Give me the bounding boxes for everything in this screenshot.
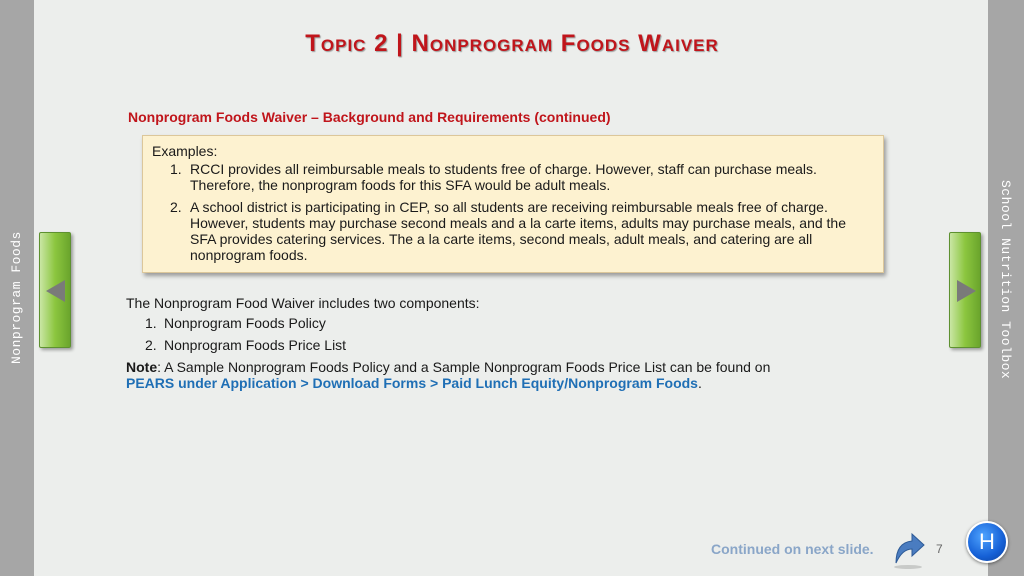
list-item <box>126 337 906 353</box>
list-number: 1. <box>145 315 157 331</box>
continued-label: Continued on next slide. <box>711 541 874 557</box>
component-text: Nonprogram Foods Price List <box>164 337 347 353</box>
triangle-left-icon <box>45 279 67 303</box>
previous-slide-button[interactable] <box>39 232 71 348</box>
example-text: RCCI provides all reimbursable meals to students free of charge. However, staff can purchase meals. Therefore, the nonprogram foods for this SFA would be adult meals. <box>190 161 817 193</box>
list-item <box>152 161 871 193</box>
page-number: 7 <box>936 542 943 556</box>
note-paragraph <box>126 359 906 391</box>
next-slide-button[interactable] <box>949 232 981 348</box>
list-item <box>152 199 871 263</box>
examples-box <box>142 135 884 273</box>
examples-list <box>152 161 871 263</box>
side-label-nonprogram-foods: Nonprogram Foods <box>9 231 24 364</box>
note-text: : A Sample Nonprogram Foods Policy and a Sample Nonprogram Foods Price List can be found on <box>157 359 771 375</box>
component-text: Nonprogram Foods Policy <box>164 315 326 331</box>
note-trailing: . <box>697 375 702 391</box>
page-title: Topic 2 | Nonprogram Foods Waiver <box>305 30 719 57</box>
pears-download-link[interactable]: PEARS under Application > Download Forms > Paid Lunch Equity/Nonprogram Foods <box>126 375 698 391</box>
list-number: 2. <box>145 337 157 353</box>
examples-heading: Examples: <box>152 143 218 159</box>
note-label: Note <box>126 359 158 375</box>
triangle-right-icon <box>955 279 977 303</box>
list-number: 2. <box>170 199 182 215</box>
home-button[interactable] <box>966 521 1008 563</box>
components-section <box>126 295 906 391</box>
home-button-label: H <box>979 529 995 554</box>
side-label-school-nutrition-toolbox: School Nutrition Toolbox <box>998 180 1013 380</box>
slide-canvas <box>34 0 988 576</box>
list-number: 1. <box>170 161 182 177</box>
components-intro: The Nonprogram Food Waiver includes two components: <box>126 295 480 311</box>
curved-return-arrow-icon[interactable] <box>890 527 926 569</box>
section-subtitle: Nonprogram Foods Waiver – Background and Requirements (continued) <box>128 109 611 125</box>
list-item <box>126 315 906 331</box>
components-list <box>126 315 906 353</box>
example-text: A school district is participating in CEP, so all students are receiving reimbursable meals free of charge. However, students may purchase second meals and a la carte items, adults may purchase meals, and the SFA provides catering services. The a la carte items, second meals, adult meals, and catering are all nonprogram foods. <box>190 199 847 263</box>
